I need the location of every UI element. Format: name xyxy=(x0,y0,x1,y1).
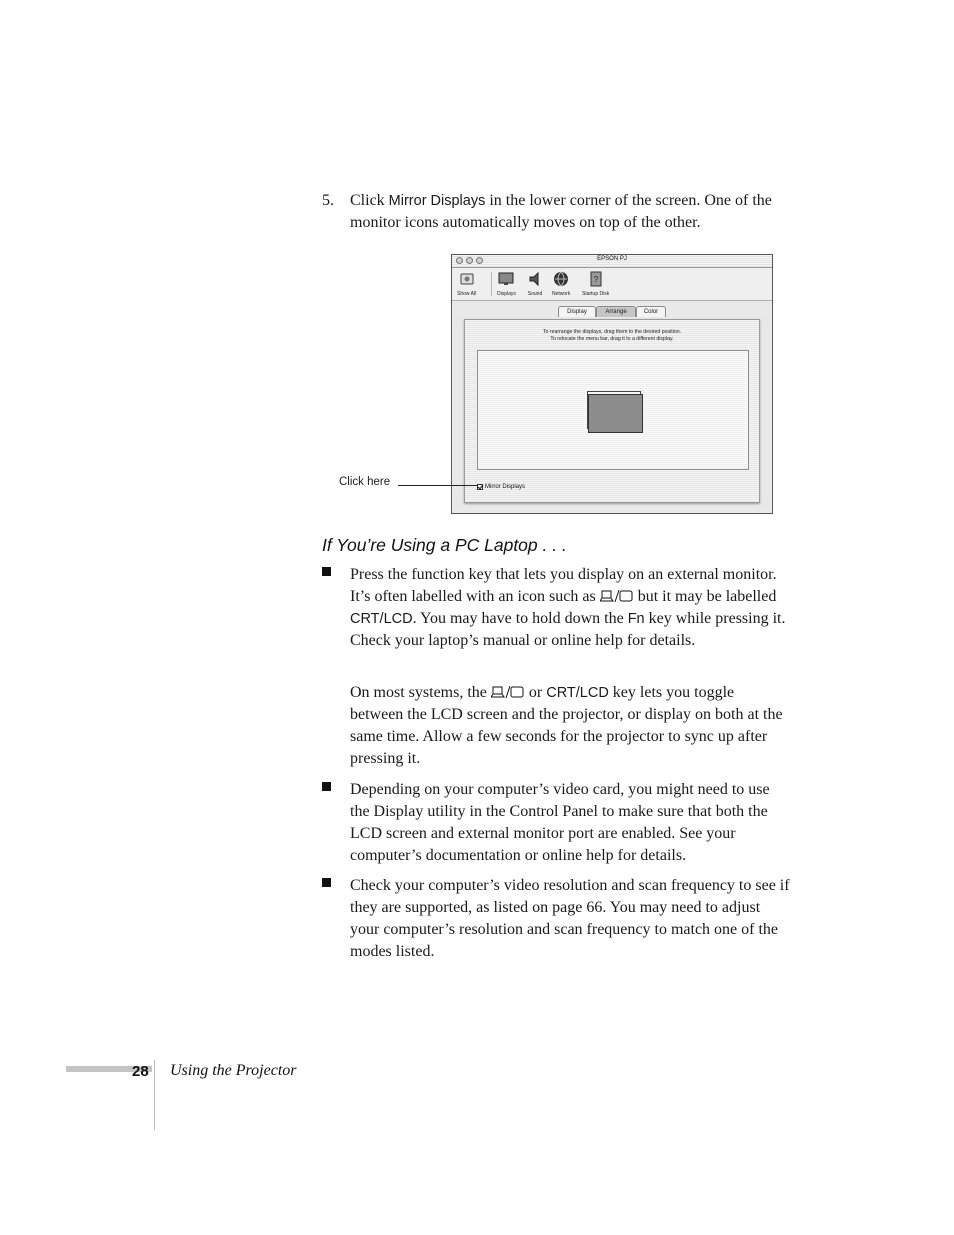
show-all-icon xyxy=(459,271,475,287)
page-number: 28 xyxy=(132,1063,149,1080)
bullet-1-part-1: Press the function key that lets you display on an external monitor. It’s often labelled with an icon such as xyxy=(350,566,777,605)
toolbar-network[interactable] xyxy=(552,271,570,297)
preferences-toolbar xyxy=(452,268,772,301)
laptop-monitor-icon xyxy=(491,685,525,699)
bullet-square-icon xyxy=(322,878,331,887)
displays-icon xyxy=(498,271,514,287)
callout-leader-line xyxy=(398,485,478,486)
bullet-1-part-4: key while pressing it. Check your laptop’s manual or online help for details. xyxy=(350,610,786,649)
toolbar-label-show-all: Show All xyxy=(457,291,477,297)
crt-lcd-key: CRT/LCD xyxy=(350,611,413,627)
section-heading: If You’re Using a PC Laptop . . . xyxy=(322,535,567,555)
network-globe-icon xyxy=(553,271,569,287)
tab-display[interactable]: Display xyxy=(558,306,596,317)
toolbar-label-sound: Sound xyxy=(527,291,543,297)
toolbar-startup-disk[interactable] xyxy=(582,271,609,297)
step-number: 5. xyxy=(322,192,334,209)
footer-divider xyxy=(154,1060,155,1130)
arrange-instruction-2: To relocate the menu bar, drag it to a different display. xyxy=(550,336,674,342)
toolbar-divider xyxy=(491,272,492,296)
arrange-instruction-1: To rearrange the displays, drag them to the desired position. xyxy=(542,329,682,335)
monitor-icon-front[interactable] xyxy=(588,394,643,433)
bullet-3-text: Check your computer’s video resolution and scan frequency to see if they are supported, as listed on page 66. You may need to adjust your computer’s resolution and scan frequency to match one of the modes listed. xyxy=(350,877,790,960)
mirror-displays-checkbox[interactable] xyxy=(477,484,525,490)
window-title: EPSON PJ xyxy=(597,256,627,262)
bullet-square-icon xyxy=(322,567,331,576)
bullet-1-part-2: but it may be labelled xyxy=(637,588,777,605)
tab-color[interactable]: Color xyxy=(636,306,666,317)
fn-key: Fn xyxy=(627,611,645,627)
bullet-1-text xyxy=(350,564,790,652)
toolbar-label-network: Network xyxy=(552,291,571,297)
tab-arrange[interactable]: Arrange xyxy=(596,306,636,317)
subpara-part-3: key lets you toggle between the LCD screen and the projector, or display on both at the same time. Allow a few seconds for the projector to sync up after pressing it. xyxy=(350,684,783,767)
callout-label: Click here xyxy=(339,476,391,488)
bullet-2-text: Depending on your computer’s video card, you might need to use the Display utility in the Control Panel to make sure that both the LCD screen and external monitor port are enabled. See your computer’s documentation or online help for details. xyxy=(350,781,770,864)
running-head: Using the Projector xyxy=(170,1062,297,1079)
bullet-1-part-3: . You may have to hold down the xyxy=(412,610,624,627)
step-5-pre: Click xyxy=(350,192,385,209)
subpara-part-1: On most systems, the xyxy=(350,684,487,701)
toolbar-show-all[interactable] xyxy=(457,271,476,297)
mirror-displays-key: Mirror Displays xyxy=(388,193,486,209)
step-5-text xyxy=(350,190,790,234)
crt-lcd-key: CRT/LCD xyxy=(546,685,609,701)
sound-icon xyxy=(527,271,543,287)
toolbar-sound[interactable] xyxy=(527,271,543,297)
subpara-part-2: or xyxy=(528,684,543,701)
startup-disk-icon xyxy=(588,271,604,287)
toolbar-label-displays: Displays xyxy=(497,291,516,297)
toolbar-label-startup-disk: Startup Disk xyxy=(582,291,610,297)
display-arrangement-area[interactable] xyxy=(477,350,749,470)
window-titlebar xyxy=(452,255,772,268)
svg-text:?: ? xyxy=(593,275,598,284)
mirror-displays-label: Mirror Displays xyxy=(485,484,526,490)
bullet-1-subparagraph xyxy=(350,682,790,770)
displays-preferences-screenshot xyxy=(451,254,773,514)
arrange-panel xyxy=(464,319,760,503)
toolbar-displays[interactable] xyxy=(497,271,516,297)
bullet-square-icon xyxy=(322,782,331,791)
step-5-post: in the lower corner of the screen. One of the monitor icons automatically moves on top of the other. xyxy=(350,192,772,231)
laptop-monitor-icon xyxy=(600,589,634,603)
